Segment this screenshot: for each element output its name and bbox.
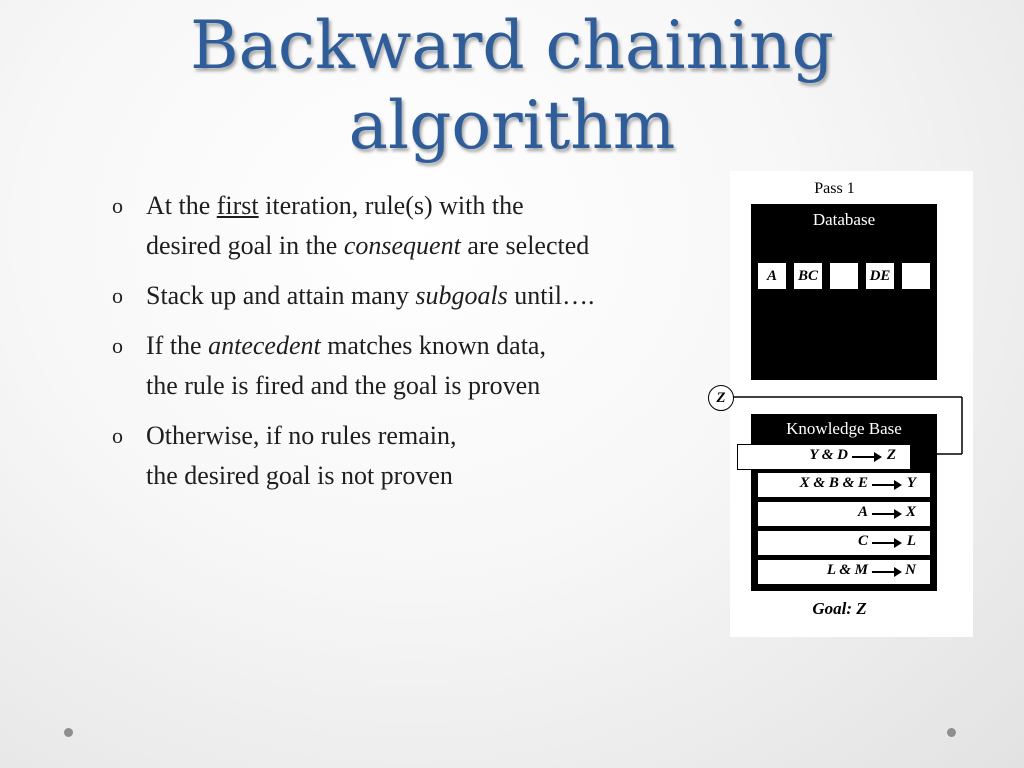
bullet-text: until…. <box>507 281 595 310</box>
bullet-item-1 <box>112 186 732 266</box>
rule-consequent: N <box>905 562 916 578</box>
bullet-item-4 <box>112 416 732 496</box>
title-line-2: algorithm <box>348 87 676 164</box>
kb-rule-fired <box>737 444 911 470</box>
bullet-text: matches known data, <box>320 331 546 360</box>
bullet-item-2 <box>112 276 732 316</box>
rule-consequent: L <box>906 533 916 549</box>
rule-arrow-icon <box>872 513 900 515</box>
rule-arrow-icon <box>872 542 900 544</box>
rule-consequent: X <box>905 504 916 520</box>
bullet-italic-text: consequent <box>343 231 461 260</box>
rule-antecedent: L & M <box>826 562 868 578</box>
bullet-text: iteration, rule(s) with the <box>258 191 524 220</box>
rule-arrow-icon <box>852 456 880 458</box>
bullet-italic-text: subgoals <box>415 281 508 310</box>
bullet-marker: o <box>112 283 123 308</box>
kb-rule <box>758 473 930 497</box>
knowledge-base-box <box>751 414 937 591</box>
database-box <box>751 204 937 380</box>
bullet-marker: o <box>112 333 123 358</box>
bullet-text: If the <box>146 331 209 360</box>
rule-arrow-icon <box>872 571 900 573</box>
rule-antecedent: A <box>857 504 868 520</box>
database-cell <box>830 263 858 289</box>
goal-label: Goal: Z <box>812 599 867 618</box>
slide-decoration-dot-right <box>947 728 956 737</box>
bullet-text: desired goal in the <box>146 231 344 260</box>
knowledge-base-title: Knowledge Base <box>786 419 902 438</box>
bullet-marker: o <box>112 423 123 448</box>
bullet-list <box>112 186 732 506</box>
bullet-text: Stack up and attain many <box>146 281 416 310</box>
bullet-italic-text: antecedent <box>208 331 321 360</box>
slide-title <box>0 6 1024 166</box>
bullet-underlined-text: first <box>216 191 259 220</box>
rule-antecedent: X & B & E <box>799 475 868 491</box>
bullet-text: At the <box>146 191 217 220</box>
database-cell: BC <box>794 263 822 289</box>
bullet-text: Otherwise, if no rules remain, <box>146 421 457 450</box>
bullet-text: are selected <box>460 231 590 260</box>
kb-rule <box>758 560 930 584</box>
slide-decoration-dot-left <box>64 728 73 737</box>
bullet-item-3 <box>112 326 732 406</box>
rule-antecedent: C <box>857 533 868 549</box>
rule-consequent: Z <box>886 447 896 463</box>
rule-consequent: Y <box>906 475 916 491</box>
pass-label: Pass 1 <box>814 180 855 197</box>
database-cell: DE <box>866 263 894 289</box>
database-title: Database <box>812 210 876 229</box>
database-cell <box>902 263 930 289</box>
rule-arrow-icon <box>872 484 900 486</box>
bullet-marker: o <box>112 193 123 218</box>
database-cell: A <box>758 263 786 289</box>
bullet-text: the rule is fired and the goal is proven <box>146 371 541 400</box>
title-line-1: Backward chaining <box>190 7 834 84</box>
kb-rule <box>758 502 930 526</box>
kb-rule <box>758 531 930 555</box>
rule-antecedent: Y & D <box>809 447 848 463</box>
goal-circle-z: Z <box>708 385 734 411</box>
backward-chaining-diagram <box>716 171 973 637</box>
bullet-text: the desired goal is not proven <box>146 461 453 490</box>
